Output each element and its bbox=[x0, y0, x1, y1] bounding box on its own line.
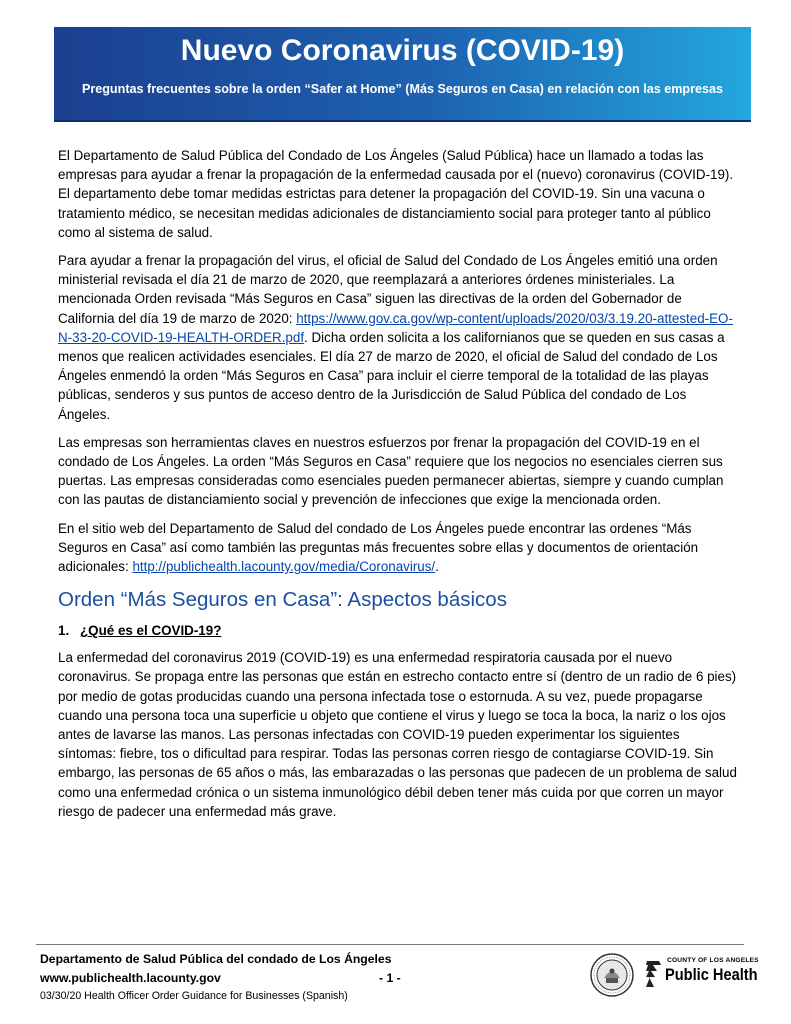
paragraph-text: En el sitio web del Departamento de Salud del condado de Los Ángeles puede encontrar las ordenes “Más Seguros en Casa” así como también las preguntas más frecuentes sobre ellas y documentos de orientación adicionales: bbox=[58, 520, 699, 575]
public-health-logo bbox=[645, 956, 757, 992]
question-item bbox=[58, 621, 738, 640]
footer-note: 03/30/20 Health Officer Order Guidance for Businesses (Spanish) bbox=[40, 990, 348, 1002]
question-number: 1. bbox=[58, 623, 70, 639]
logo-county-text: COUNTY OF LOS ANGELES bbox=[667, 957, 759, 964]
intro-paragraph-4 bbox=[58, 519, 738, 577]
footer-divider bbox=[36, 944, 744, 945]
page-subtitle: Preguntas frecuentes sobre la orden “Safer at Home” (Más Seguros en Casa) en relación con las empresas bbox=[81, 82, 724, 96]
question-answer: La enfermedad del coronavirus 2019 (COVID-19) es una enfermedad respiratoria causada por el nuevo coronavirus. Se propaga entre las personas que están en estrecho contacto entre sí (dentro de un radio de 6 pies) por medio de gotas producidas cuando una persona infectada tose o estornuda. A su vez, puede propagarse cuando una persona toca una superficie u objeto que contiene el virus y luego se toca la boca, la nariz o los ojos antes de lavarse las manos. Las personas infectadas con COVID-19 pueden experimentar los siguientes síntomas: fiebre, tos o dificultad para respirar. Todas las personas corren riesgo de contagiarse COVID-19. Sin embargo, las personas de 65 años o más, las embarazadas o las personas que padecen de un problema de salud como una enfermedad crónica o un sistema inmunológico débil deben tener más cuida por que corren un mayor riesgo de padecer una enfermedad más grave. bbox=[58, 650, 737, 819]
governor-order-link[interactable]: https://www.gov.ca.gov/wp-content/uploads/2020/03/3.19.20-attested-EO-N-33-20-COVID-19-HEALTH-ORDER.pdf bbox=[58, 310, 733, 345]
page-title: Nuevo Coronavirus (COVID-19) bbox=[180, 34, 625, 67]
footer-website: www.publichealth.lacounty.gov bbox=[40, 971, 221, 985]
public-health-mark-icon bbox=[645, 959, 663, 989]
intro-paragraph-3: Las empresas son herramientas claves en nuestros esfuerzos por frenar la propagación del COVID-19 en el condado de Los Ángeles. La orden “Más Seguros en Casa” requiere que los negocios no esenciales cierren sus puertas. Las empresas consideradas como esenciales pueden permanecer abiertas, siempre y cuando cumplan con las pautas de distanciamiento social y prevención de infecciones que exige la mencionada orden. bbox=[58, 434, 724, 508]
logo-name-text: Public Health bbox=[665, 965, 758, 984]
section-heading: Orden “Más Seguros en Casa”: Aspectos básicos bbox=[58, 588, 507, 612]
title-banner bbox=[54, 27, 751, 122]
paragraph-text: Para ayudar a frenar la propagación del virus, el oficial de Salud del Condado de Los Ángeles emitió una orden ministerial revisada el día 21 de marzo de 2020, que reemplazará a anteriores órdenes ministeriales. La mencionada Orden revisada “Más Seguros en Casa” siguen las directivas de la orden del Gobernador de California del día 19 de marzo de 2020: bbox=[58, 253, 718, 326]
question-title: ¿Qué es el COVID-19? bbox=[80, 623, 222, 639]
paragraph-text: . bbox=[435, 559, 439, 575]
document-body bbox=[58, 146, 738, 830]
coronavirus-site-link[interactable]: http://publichealth.lacounty.gov/media/Coronavirus/ bbox=[132, 559, 436, 575]
intro-paragraph-1: El Departamento de Salud Pública del Condado de Los Ángeles (Salud Pública) hace un llamado a todas las empresas para ayudar a frenar la propagación de la enfermedad causada por el (nuevo) coronavirus (COVID-19). El departamento debe tomar medidas estrictas para detener la propagación del COVID-19. Sin una vacuna o tratamiento médico, se necesitan medidas adicionales de distanciamiento social para proteger tanto al público como al sistema de salud. bbox=[58, 148, 734, 240]
county-seal-icon bbox=[590, 953, 634, 997]
paragraph-text: . Dicha orden solicita a los californianos que se queden en sus casas a menos que realicen actividades esenciales. El día 27 de marzo de 2020, el oficial de Salud del condado de Los Ángeles enmendó la orden “Más Seguros en Casa” para incluir el cierre temporal de la totalidad de las playas públicas, senderos y sus puntos de acceso dentro de la Jurisdicción de Salud Pública del condado de Los Ángeles. bbox=[58, 329, 725, 422]
footer-department: Departamento de Salud Pública del condado de Los Ángeles bbox=[40, 952, 392, 966]
intro-paragraph-2 bbox=[58, 251, 738, 424]
page-number: - 1 - bbox=[379, 971, 401, 985]
